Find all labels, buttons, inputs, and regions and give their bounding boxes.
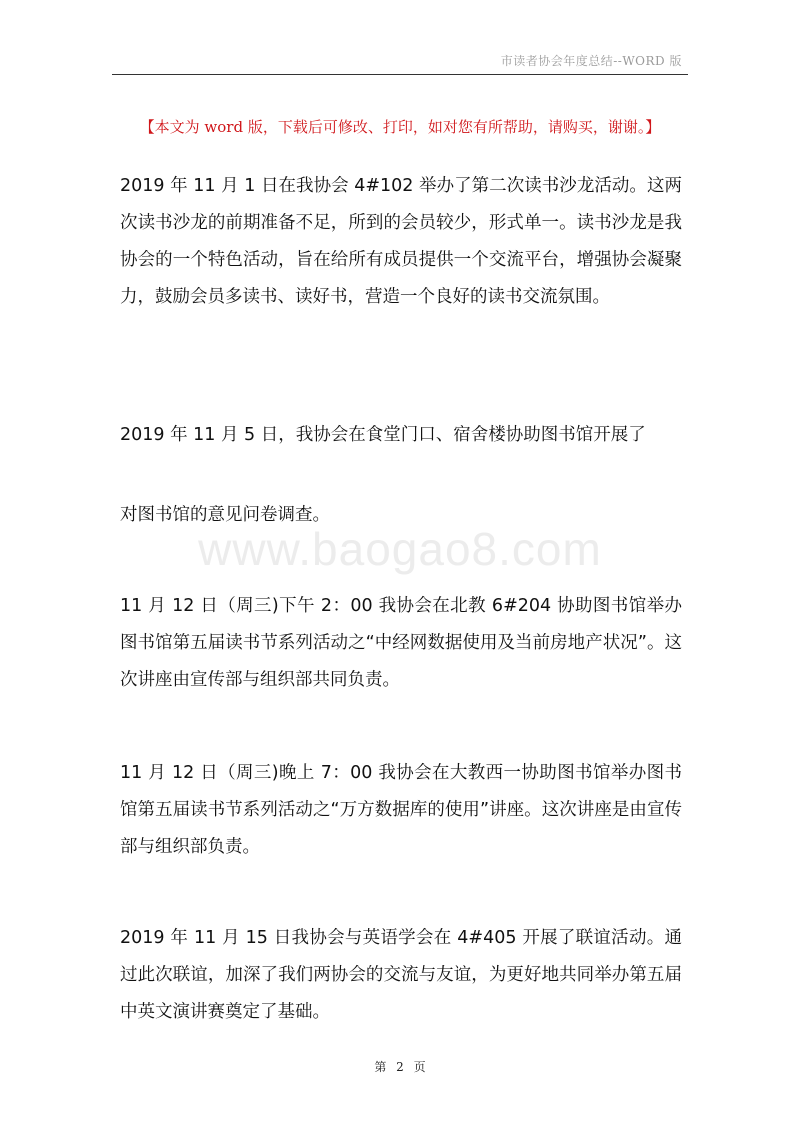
header-divider [112,74,688,75]
running-header: 市读者协会年度总结--WORD 版 [500,54,682,68]
paragraph-survey-line1: 2019 年 11 月 5 日，我协会在食堂门口、宿舍楼协助图书馆开展了 [120,425,646,445]
paragraph-lecture-evening: 11 月 12 日（周三)晚上 7：00 我协会在大教西一协助图书馆举办图书馆第五届读书节系列活动之“万方数据库的使用”讲座。这次讲座是由宣传部与组织部负责。 [120,763,682,857]
download-notice: 【本文为 word 版，下载后可修改、打印，如对您有所帮助，请购买，谢谢。】 [139,118,661,136]
paragraph-survey-line2: 对图书馆的意见问卷调查。 [120,505,330,525]
paragraph-salon: 2019 年 11 月 1 日在我协会 4#102 举办了第二次读书沙龙活动。这两次读书沙龙的前期准备不足，所到的会员较少，形式单一。读书沙龙是我协会的一个特色活动，旨在给所有成员提供一个交流平台，增强协会凝聚力，鼓励会员多读书、读好书，营造一个良好的读书交流氛围。 [120,176,682,307]
paragraph-friendship-event: 2019 年 11 月 15 日我协会与英语学会在 4#405 开展了联谊活动。通过此次联谊，加深了我们两协会的交流与友谊，为更好地共同举办第五届中英文演讲赛奠定了基础。 [120,928,682,1022]
page-number: 第 2 页 [374,1060,426,1074]
paragraph-lecture-afternoon: 11 月 12 日（周三)下午 2：00 我协会在北教 6#204 协助图书馆举办图书馆第五届读书节系列活动之“中经网数据使用及当前房地产状况”。这次讲座由宣传部与组织部共同负责。 [120,596,682,690]
watermark: www.baogao8.com [198,523,602,575]
